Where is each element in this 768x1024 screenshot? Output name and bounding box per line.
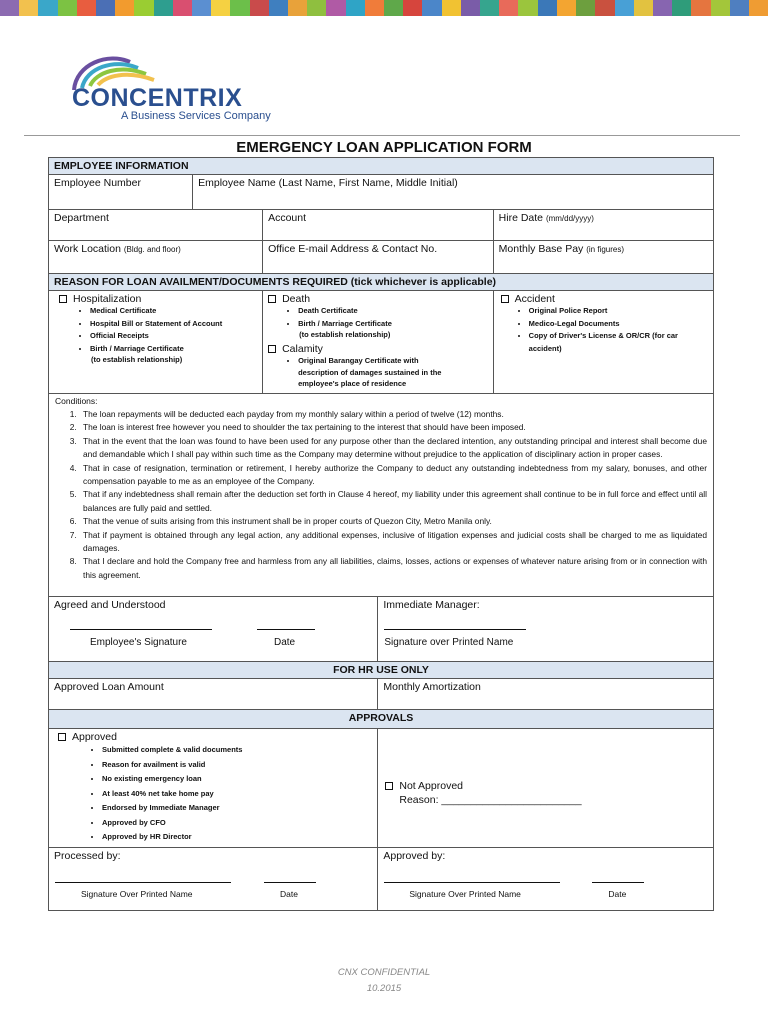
color-stripe-segment — [173, 0, 192, 16]
accident-checkbox[interactable] — [501, 295, 509, 303]
logo-tagline: A Business Services Company — [121, 110, 271, 122]
color-stripe-segment — [576, 0, 595, 16]
calamity-doc-line3: employee's place of residence — [298, 379, 407, 388]
monthly-amortization-field[interactable] — [378, 679, 714, 710]
color-stripe-segment — [730, 0, 749, 16]
color-stripe-segment — [615, 0, 634, 16]
approved-label: Approved — [72, 731, 117, 743]
hire-date-field[interactable] — [493, 210, 713, 241]
processed-by-signature-line[interactable] — [55, 882, 231, 883]
calamity-docs — [268, 355, 488, 390]
work-location-label: Work Location — [54, 243, 121, 255]
color-stripe-segment — [288, 0, 307, 16]
processed-by-date-caption: Date — [280, 889, 298, 899]
list-item: • Medical Certificate — [90, 305, 257, 318]
conditions-cell — [49, 394, 714, 597]
employee-name-label: Employee Name (Last Name, First Name, Middle Initial) — [198, 177, 458, 189]
processed-by-signature-caption: Signature Over Printed Name — [81, 889, 193, 899]
color-stripe-segment — [442, 0, 461, 16]
condition-item: 6. That the venue of suits arising from this instrument shall be in proper courts of Quezon City, Metro Manila only. — [79, 515, 707, 528]
list-item: • At least 40% net take home pay — [102, 787, 372, 802]
color-stripe-segment — [653, 0, 672, 16]
employee-name-field[interactable] — [193, 175, 714, 210]
list-item: • Approved by CFO — [102, 816, 372, 831]
hospitalization-docs — [54, 305, 257, 355]
employee-number-field[interactable] — [49, 175, 193, 210]
list-item: • Birth / Marriage Certificate — [90, 343, 257, 356]
work-location-field[interactable] — [49, 241, 263, 274]
color-stripe-segment — [326, 0, 345, 16]
death-note: (to establish relationship) — [299, 330, 391, 339]
color-stripe-segment — [230, 0, 249, 16]
loan-application-form — [48, 157, 714, 911]
list-item: • Official Receipts — [90, 330, 257, 343]
color-stripe-segment — [58, 0, 77, 16]
calamity-checkbox[interactable] — [268, 345, 276, 353]
color-stripe-segment — [672, 0, 691, 16]
color-stripe-segment — [634, 0, 653, 16]
color-stripe-segment — [154, 0, 173, 16]
condition-item: 3. That in the event that the loan was found to have been used for any purpose other than the declared intention, any outstanding principal and interest shall become due and demandable which I shall pay within such time as the Company may determine without prejudice to the application of disciplinary action in proper cases. — [79, 435, 707, 462]
color-stripe-segment — [38, 0, 57, 16]
color-stripe-segment — [749, 0, 768, 16]
calamity-doc-line2: description of damages sustained in the — [298, 367, 442, 377]
office-email-field[interactable] — [263, 241, 494, 274]
condition-item: 4. That in case of resignation, termination or retirement, I hereby authorize the Company to deduct any outstanding indebtedness from my salary, bonuses, and other compensation payable to me as an employee of the Company. — [79, 462, 707, 489]
death-calamity-cell — [263, 291, 494, 394]
concentrix-logo — [68, 52, 298, 124]
list-item: • Hospital Bill or Statement of Account — [90, 318, 257, 331]
color-stripe-segment — [250, 0, 269, 16]
processed-by-cell — [49, 848, 378, 911]
approved-by-signature-caption: Signature Over Printed Name — [409, 889, 521, 899]
footer-date: 10.2015 — [366, 983, 402, 994]
processed-by-date-line[interactable] — [264, 882, 316, 883]
hospitalization-checkbox[interactable] — [59, 295, 67, 303]
approved-by-date-caption: Date — [608, 889, 627, 899]
color-stripe-segment — [269, 0, 288, 16]
approved-loan-amount-field[interactable] — [49, 679, 378, 710]
death-checkbox[interactable] — [268, 295, 276, 303]
manager-signature-cell — [378, 597, 714, 662]
reason-header: REASON FOR LOAN AVAILMENT/DOCUMENTS REQUIRED (tick whichever is applicable) — [49, 274, 714, 291]
approvals-header: APPROVALS — [49, 710, 714, 729]
approved-by-date-line[interactable] — [592, 882, 644, 883]
color-stripe-segment — [192, 0, 211, 16]
approved-by-signature-line[interactable] — [384, 882, 560, 883]
color-stripe-segment — [518, 0, 537, 16]
color-stripe-segment — [557, 0, 576, 16]
employee-number-label: Employee Number — [54, 177, 141, 189]
color-stripe-segment — [499, 0, 518, 16]
hire-date-label: Hire Date — [498, 212, 544, 224]
footer-confidential: CNX CONFIDENTIAL — [337, 967, 431, 978]
not-approved-checkbox[interactable] — [385, 782, 393, 790]
list-item — [298, 355, 488, 390]
list-item: • Copy of Driver's License & OR/CR (for car accident) — [529, 330, 708, 355]
reason-field[interactable]: Reason: ________________________ — [399, 794, 582, 806]
hospitalization-note: (to establish relationship) — [91, 355, 183, 364]
hospitalization-cell — [49, 291, 263, 394]
monthly-base-pay-label: Monthly Base Pay — [498, 243, 584, 255]
form-title: EMERGENCY LOAN APPLICATION FORM — [236, 139, 532, 156]
conditions-header: Conditions: — [55, 396, 98, 406]
color-stripe-segment — [711, 0, 730, 16]
list-item: • Submitted complete & valid documents — [102, 743, 372, 758]
color-stripe-segment — [19, 0, 38, 16]
agreed-understood-label: Agreed and Understood — [54, 599, 166, 611]
monthly-amortization-label: Monthly Amortization — [383, 681, 481, 693]
color-stripe-segment — [384, 0, 403, 16]
list-item: • Endorsed by Immediate Manager — [102, 801, 372, 816]
color-stripe-segment — [346, 0, 365, 16]
color-stripe-banner — [0, 0, 768, 16]
immediate-manager-label: Immediate Manager: — [383, 599, 480, 611]
color-stripe-segment — [480, 0, 499, 16]
calamity-doc-line1: Original Barangay Certificate with — [298, 356, 419, 365]
account-label: Account — [268, 212, 307, 224]
approved-checkbox[interactable] — [58, 733, 66, 741]
department-field[interactable] — [49, 210, 263, 241]
department-label: Department — [54, 212, 109, 224]
color-stripe-segment — [0, 0, 19, 16]
condition-item: 1. The loan repayments will be deducted each payday from my monthly salary within a period of twelve (12) months. — [79, 408, 707, 421]
hire-date-format: (mm/dd/yyyy) — [545, 214, 594, 223]
color-stripe-segment — [211, 0, 230, 16]
not-approved-label: Not Approved — [399, 780, 464, 792]
color-stripe-segment — [422, 0, 441, 16]
hospitalization-label: Hospitalization — [73, 293, 142, 305]
list-item: • No existing emergency loan — [102, 772, 372, 787]
employee-info-header: EMPLOYEE INFORMATION — [49, 158, 714, 175]
account-field[interactable] — [263, 210, 494, 241]
accident-cell — [493, 291, 713, 394]
processed-by-label: Processed by: — [54, 850, 121, 862]
color-stripe-segment — [77, 0, 96, 16]
list-item: • Birth / Marriage Certificate — [298, 318, 488, 331]
approved-by-label: Approved by: — [383, 850, 446, 862]
death-label: Death — [282, 293, 311, 305]
approved-cell — [49, 729, 378, 848]
color-stripe-segment — [538, 0, 557, 16]
logo-brand-text: CONCENTRIX — [72, 84, 243, 112]
condition-item: 7. That if payment is obtained through any legal action, any additional expenses, inclusive of litigation expenses and judicial costs shall be charged to me as liquidated damages. — [79, 529, 707, 556]
accident-docs — [499, 305, 708, 355]
color-stripe-segment — [134, 0, 153, 16]
office-email-label: Office E-mail Address & Contact No. — [268, 243, 438, 255]
color-stripe-segment — [595, 0, 614, 16]
color-stripe-segment — [461, 0, 480, 16]
accident-label: Accident — [514, 293, 555, 305]
color-stripe-segment — [403, 0, 422, 16]
list-item: • Reason for availment is valid — [102, 758, 372, 773]
condition-item: 2. The loan is interest free however you need to shoulder the tax pertaining to the interest that should have been imposed. — [79, 421, 707, 434]
header-divider — [24, 135, 740, 136]
color-stripe-segment — [307, 0, 326, 16]
approved-by-cell — [378, 848, 714, 911]
monthly-base-pay-note: (in figures) — [586, 245, 625, 254]
color-stripe-segment — [115, 0, 134, 16]
color-stripe-segment — [96, 0, 115, 16]
list-item: • Death Certificate — [298, 305, 488, 318]
list-item: • Approved by HR Director — [102, 830, 372, 845]
employee-date-line[interactable] — [257, 629, 315, 630]
employee-signature-cell — [49, 597, 378, 662]
list-item: • Original Police Report — [529, 305, 708, 318]
hr-use-header: FOR HR USE ONLY — [49, 662, 714, 679]
approved-loan-amount-label: Approved Loan Amount — [54, 681, 164, 693]
employee-signature-line[interactable] — [70, 629, 212, 630]
color-stripe-segment — [691, 0, 710, 16]
manager-signature-caption: Signature over Printed Name — [384, 637, 514, 648]
color-stripe-segment — [365, 0, 384, 16]
work-location-note: (Bldg. and floor) — [123, 245, 181, 254]
monthly-base-pay-field[interactable] — [493, 241, 713, 274]
manager-signature-line[interactable] — [384, 629, 526, 630]
condition-item: 8. That I declare and hold the Company free and harmless from any all liabilities, claims, losses, actions or expenses of whatever nature arising from or in connection with this agreement. — [79, 555, 707, 582]
list-item: • Medico-Legal Documents — [529, 318, 708, 331]
employee-date-caption: Date — [274, 637, 296, 648]
not-approved-cell — [378, 729, 714, 848]
death-docs — [268, 305, 488, 330]
condition-item: 5. That if any indebtedness shall remain after the deduction set forth in Clause 4 hereof, my liability under this agreement shall continue to be in full force and effect until all balances are fully paid and settled. — [79, 488, 707, 515]
employee-signature-caption: Employee's Signature — [90, 637, 187, 648]
calamity-label: Calamity — [282, 343, 323, 355]
approval-criteria-list — [54, 743, 372, 845]
conditions-list — [55, 408, 707, 582]
